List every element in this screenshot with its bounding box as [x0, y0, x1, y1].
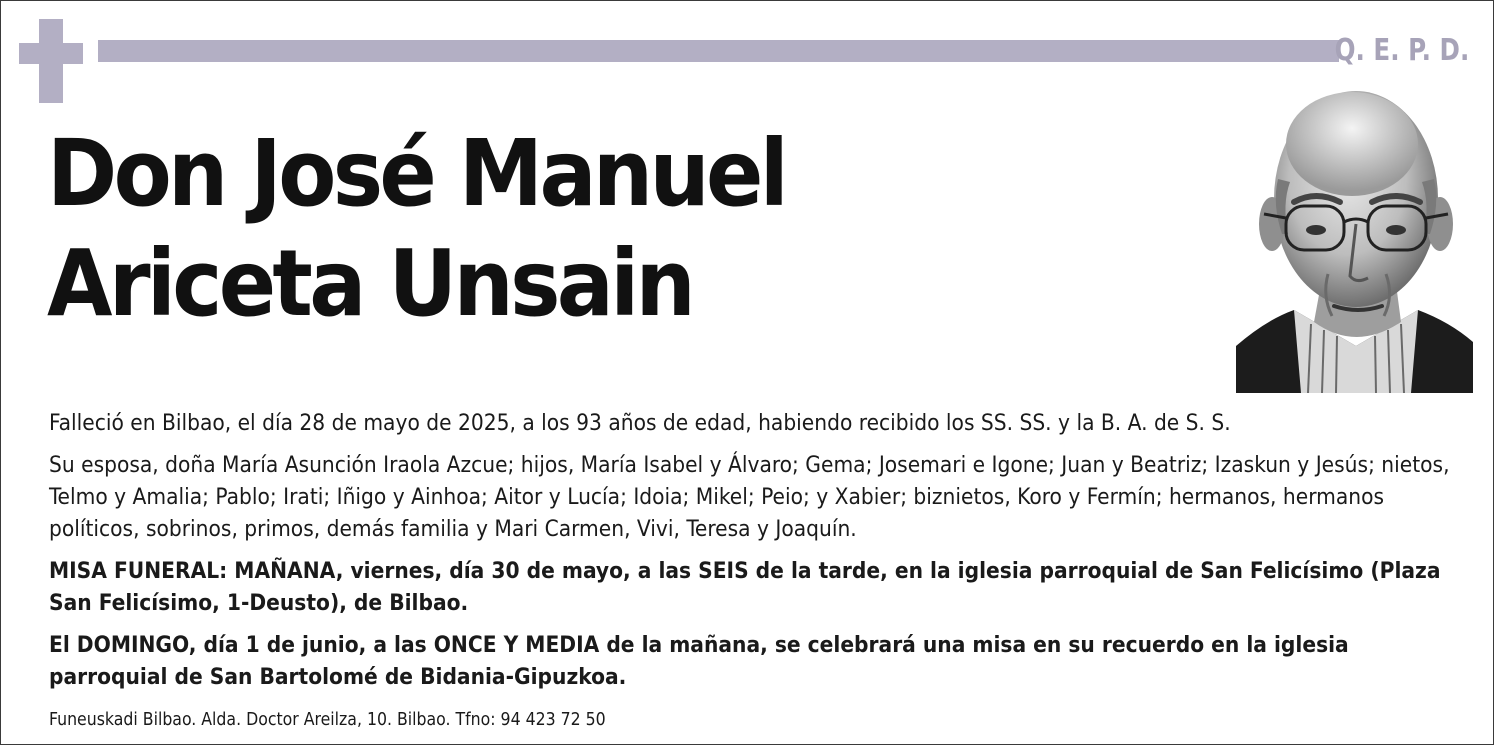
family-list: Su esposa, doña María Asunción Iraola Azcue; hijos, María Isabel y Álvaro; Gema; Josemari e Igone; Juan y Beatriz; Izaskun y Jesús; nietos, Telmo y Amalia; Pablo; Irati; Iñigo y Ainhoa; Aitor y Lucía; Idoia; Mikel; Peio; y Xabier; biznietos, Koro y Fermín; hermanos, hermanos políticos, sobrinos, primos, demás familia y Mari Carmen, Vivi, Teresa y Joaquín. — [49, 452, 1450, 542]
cross-icon — [19, 19, 83, 103]
memorial-mass-info: El DOMINGO, día 1 de junio, a las ONCE Y MEDIA de la mañana, se celebrará una misa en su recuerdo en la iglesia parroquial de San Bartolomé de Bidania-Gipuzkoa. — [49, 632, 1349, 690]
qepd-label: Q. E. P. D. — [1334, 33, 1469, 68]
deceased-name-line1: Don José Manuel — [47, 120, 786, 227]
portrait-photo — [1236, 84, 1473, 393]
death-announcement: Falleció en Bilbao, el día 28 de mayo de 2025, a los 93 años de edad, habiendo recibido los SS. SS. y la B. A. de S. S. — [49, 410, 1231, 436]
funeral-home-info: Funeuskadi Bilbao. Alda. Doctor Areilza, 10. Bilbao. Tfno: 94 423 72 50 — [49, 710, 606, 730]
obituary-body — [49, 407, 1459, 703]
header-rule — [98, 40, 1339, 62]
deceased-name-line2: Ariceta Unsain — [47, 230, 693, 337]
deceased-name — [47, 119, 785, 339]
funeral-mass-info: MISA FUNERAL: MAÑANA, viernes, día 30 de mayo, a las SEIS de la tarde, en la iglesia parroquial de San Felicísimo (Plaza San Felicísimo, 1-Deusto), de Bilbao. — [49, 558, 1441, 616]
